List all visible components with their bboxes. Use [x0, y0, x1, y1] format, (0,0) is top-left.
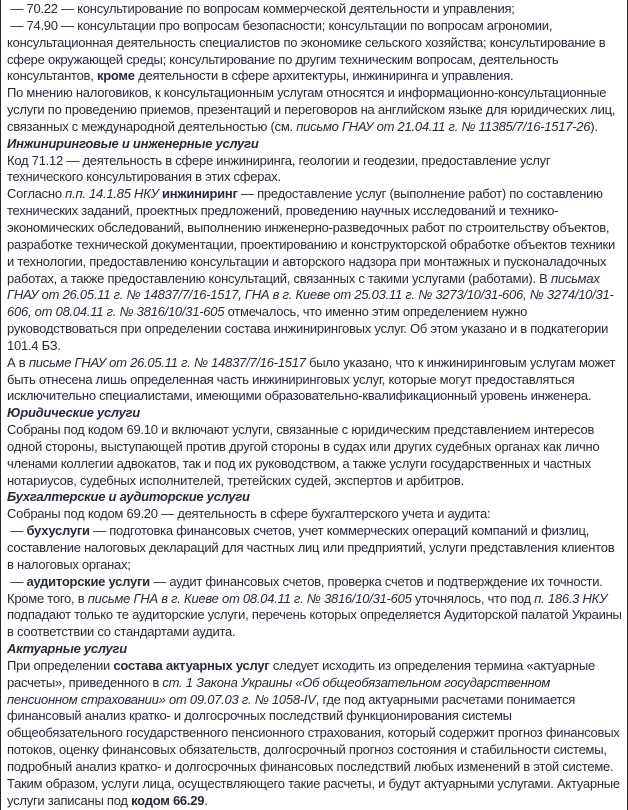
text-run: — аудит финансовых счетов, проверка счетов и подтверждение их точности. — [149, 573, 603, 589]
text-run: . — [204, 792, 208, 808]
text-run: письме ГНАУ от 26.05.11 г. № 14837/7/16-1517 — [28, 354, 306, 370]
paragraph — [7, 85, 622, 136]
text-run: Бухгалтерские и аудиторские услуги — [7, 489, 250, 505]
text-run: письме ГНА в г. Киеве от 08.04.11 г. № 3816/10/31-605 — [87, 590, 412, 606]
text-run: При определении — [7, 657, 114, 673]
text-run: Актуарные услуги — [7, 641, 127, 657]
section-heading — [7, 136, 622, 153]
paragraph — [7, 355, 622, 406]
text-run: — — [7, 573, 27, 589]
text-run: п.п. 14.1.85 НКУ — [65, 186, 159, 202]
text-run: А в — [7, 354, 29, 370]
text-run: бухуслуги — [26, 523, 90, 539]
text-run: Код 71.12 — деятельность в сфере инжиниринга, геологии и геодезии, предоставление услуг технического консультирования в этих сферах. — [7, 152, 554, 185]
paragraph — [7, 506, 622, 523]
paragraph — [7, 1, 622, 18]
text-run: Собраны под кодом 69.20 — деятельность в сфере бухгалтерского учета и аудита: — [7, 506, 491, 522]
paragraph — [7, 590, 626, 642]
text-run: Согласно — [7, 186, 66, 202]
text-run: — — [7, 523, 27, 539]
paragraph — [7, 153, 622, 187]
paragraph — [7, 658, 622, 776]
text-run: Таким образом, услуги лица, осуществляющего такие расчеты, и будут актуарными услугами. Актуарные услуги записаны под — [7, 775, 624, 808]
text-run: По мнению налоговиков, к консультационным услугам относятся и информационно-консультационные услуги по проведению приемов, презентаций и переговоров на английском языке для юридических лиц, связанных с международной деятельностью (см. — [7, 85, 619, 134]
text-run: Собраны под кодом 69.10 и включают услуги, связанные с юридическим представлением интересов одной стороны, выступающей против другой стороны в судах или других судебных органах как лично членами коллегии адвокатов, так и под их руководством, а также услуги государственных и частных нотариусов, судебных исполнителей, третейских судей, экспертов и арбитров. — [7, 422, 603, 488]
text-run: — подготовка финансовых счетов, учет коммерческих операций компаний и физлиц, составление налоговых деклараций для частных лиц или предприятий, услуги представления клиентов в налоговых органах; — [7, 523, 618, 572]
paragraph — [7, 186, 622, 354]
text-run: Инжиниринговые и инженерные услуги — [7, 135, 259, 151]
section-heading — [7, 405, 622, 422]
paragraph — [7, 574, 622, 591]
text-run: состава актуарных услуг — [113, 657, 270, 673]
text-run: ). — [590, 118, 598, 134]
text-run: кодом 66.29 — [131, 792, 205, 808]
text-run: уточнялось, что под — [411, 590, 535, 606]
text-run: следует исходить из определения термина «актуарные расчеты», приведенного в — [7, 657, 599, 690]
text-run: , где под актуарными расчетами понимается финансовый анализ кратко- и долгосрочных последствий функционирования системы общеобязательного государственного пенсионного страхования, который содержит прогноз финансовых потоков, оценку финансовых обязательств, долгосрочный прогноз состояния и стабильности системы, подробный анализ кратко- и долгосрочных финансовых последствий любых изменений в этой системе. — [7, 691, 623, 774]
text-run: кроме — [96, 68, 135, 84]
text-run: письмах ГНАУ от 26.05.11 г. № 14837/7/16-1517, ГНА в г. Киеве от 25.03.11 г. № 3273/10/31-606, № 3274/10/31-606, от 08.04.11 г. № 3816/10/31-605 — [7, 270, 614, 320]
section-heading — [7, 641, 622, 658]
text-run: деятельности в сфере архитектуры, инжиниринга и управления. — [134, 68, 514, 84]
text-run: — предоставление услуг (выполнение работ) по составлению технических заданий, проектных предложений, проведению научных исследований и технико-экономических обследований, выполнению инженерно-разведочных работ по строительству объектов, разработке технической документации, проектированию и конструкторской обработке объектов техники и технологии, предоставлению консультации и авторского надзора при монтажных и пусконаладочных работах, а также предоставлению консультаций, связанных с такими услугами (работами). В — [7, 186, 619, 286]
text-run: подпадают только те аудиторские услуги, перечень которых определяется Аудиторской палатой Украины в соответствии со стандартами аудита. — [7, 590, 626, 640]
paragraph — [7, 523, 622, 574]
text-run: ст. 1 Закона Украины «Об общеобязательном государственном пенсионном страховании» от 09.07.03 г. № 1058-IV — [7, 674, 554, 707]
section-heading — [7, 489, 622, 506]
text-run: письмо ГНАУ от 21.04.11 г. № 11385/7/16-1517-26 — [296, 118, 591, 134]
paragraph — [7, 776, 622, 810]
text-run: аудиторские услуги — [26, 573, 150, 589]
text-run: Юридические услуги — [7, 405, 140, 421]
text-run: п. 186.3 НКУ — [534, 590, 608, 606]
text-run: инжиниринг — [162, 186, 238, 202]
paragraph — [7, 18, 622, 85]
text-run: — 74.90 — консультации про вопросам безопасности; консультации по вопросам агрономии, консультационная деятельность специалистов по экономике сельского хозяйства; консультирование в сфере окружающей среды; консультирование по другим техническим вопросам, деятельность консультантов, — [7, 17, 609, 84]
text-run: Кроме того, в — [7, 590, 88, 606]
paragraph — [7, 422, 622, 489]
text-run: было указано, что к инжиниринговым услугам может быть отнесена лишь определенная часть инжиниринговых услуг, которые могут предоставляться исключительно специалистами, имеющими образовательно-квалификационный уровень инженера. — [7, 354, 619, 404]
text-run: отмечалось, что именно этим определением нужно руководствоваться при определении состава инжиниринговых услуг. Об этом указано и в подкатегории 101.4 БЗ. — [7, 304, 612, 353]
text-run: — 70.22 — консультирование по вопросам коммерческой деятельности и управления; — [7, 1, 515, 16]
document-body — [1, 0, 627, 810]
